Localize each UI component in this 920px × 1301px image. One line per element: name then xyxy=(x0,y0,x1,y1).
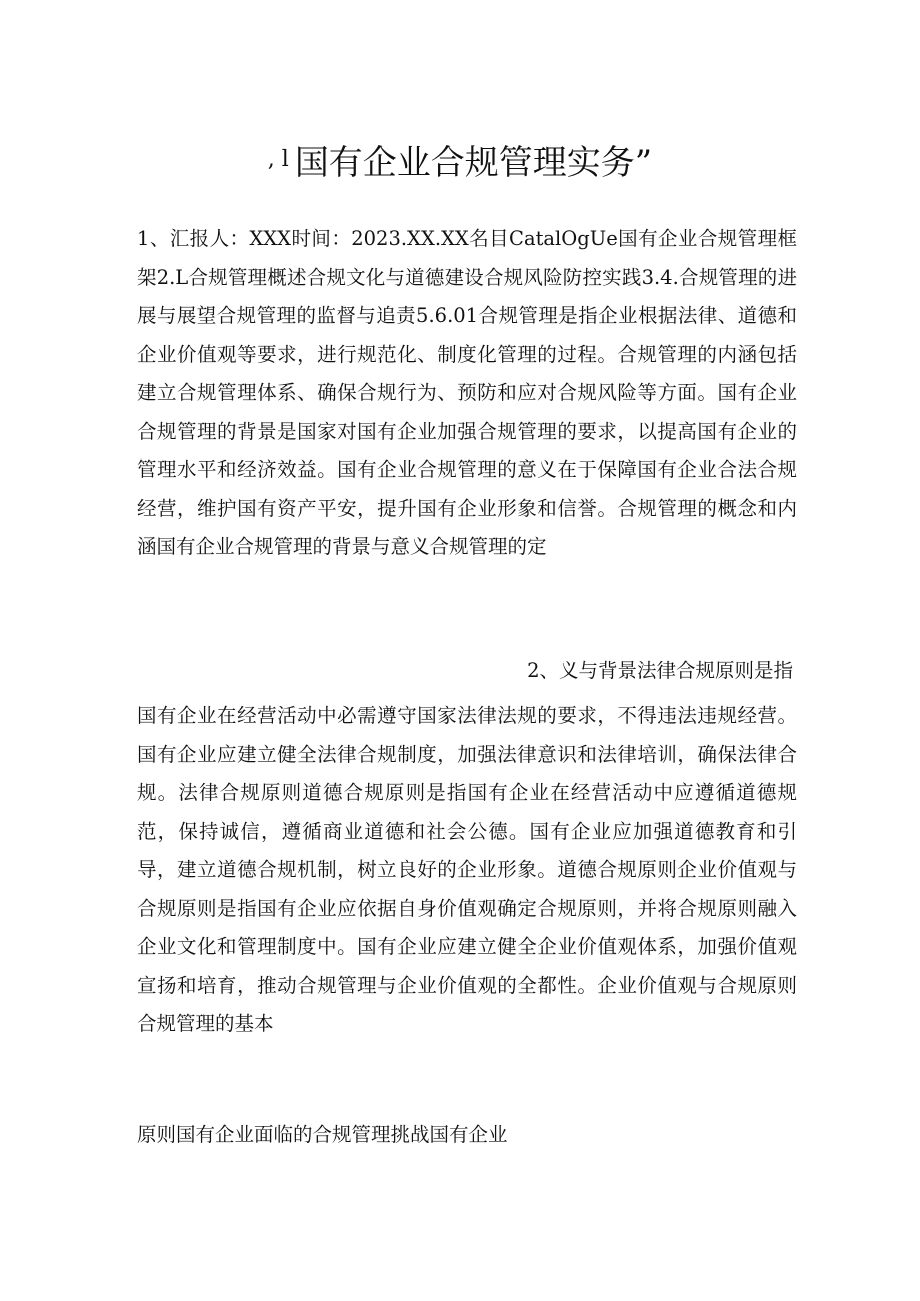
paragraph-1: 1、汇报人：XXX时间：2023.XX.XX名目CatalOgUe国有企业合规管理框架2.L合规管理概述合规文化与道德建设合规风险防控实践3.4.合规管理的进展与展望合规管理的监督与追责5.6.01合规管理是指企业根据法律、道德和企业价值观等要求，进行规范化、制度化管理的过程。合规管理的内涵包括建立合规管理体系、确保合规行为、预防和应对合规风险等方面。国有企业合规管理的背景是国家对国有企业加强合规管理的要求，以提高国有企业的管理水平和经济效益。国有企业合规管理的意义在于保障国有企业合法合规经营，维护国有资产平安，提升国有企业形象和信誉。合规管理的概念和内涵国有企业合规管理的背景与意义合规管理的定 xyxy=(137,227,797,558)
paragraph-2: 2、义与背景法律合规原则是指 xyxy=(527,659,793,682)
document-title xyxy=(0,138,920,185)
paragraph-3: 国有企业在经营活动中必需遵守国家法律法规的要求，不得违法违规经营。国有企业应建立健全法律合规制度，加强法律意识和法律培训，确保法律合规。法律合规原则道德合规原则是指国有企业在经营活动中应遵循道德规范，保持诚信，遵循商业道德和社会公德。国有企业应加强道德教育和引导，建立道德合规机制，树立良好的企业形象。道德合规原则企业价值观与合规原则是指国有企业应依据自身价值观确定合规原则，并将合规原则融入企业文化和管理制度中。国有企业应建立健全企业价值观体系，加强价值观宣扬和培育，推动合规管理与企业价值观的全都性。企业价值观与合规原则合规管理的基本 xyxy=(137,704,797,1035)
title-text: 国有企业合规管理实务” xyxy=(294,143,653,183)
paragraph-tail: 原则国有企业面临的合规管理挑战国有企业 xyxy=(137,1123,508,1146)
title-mark: , l xyxy=(267,147,289,172)
